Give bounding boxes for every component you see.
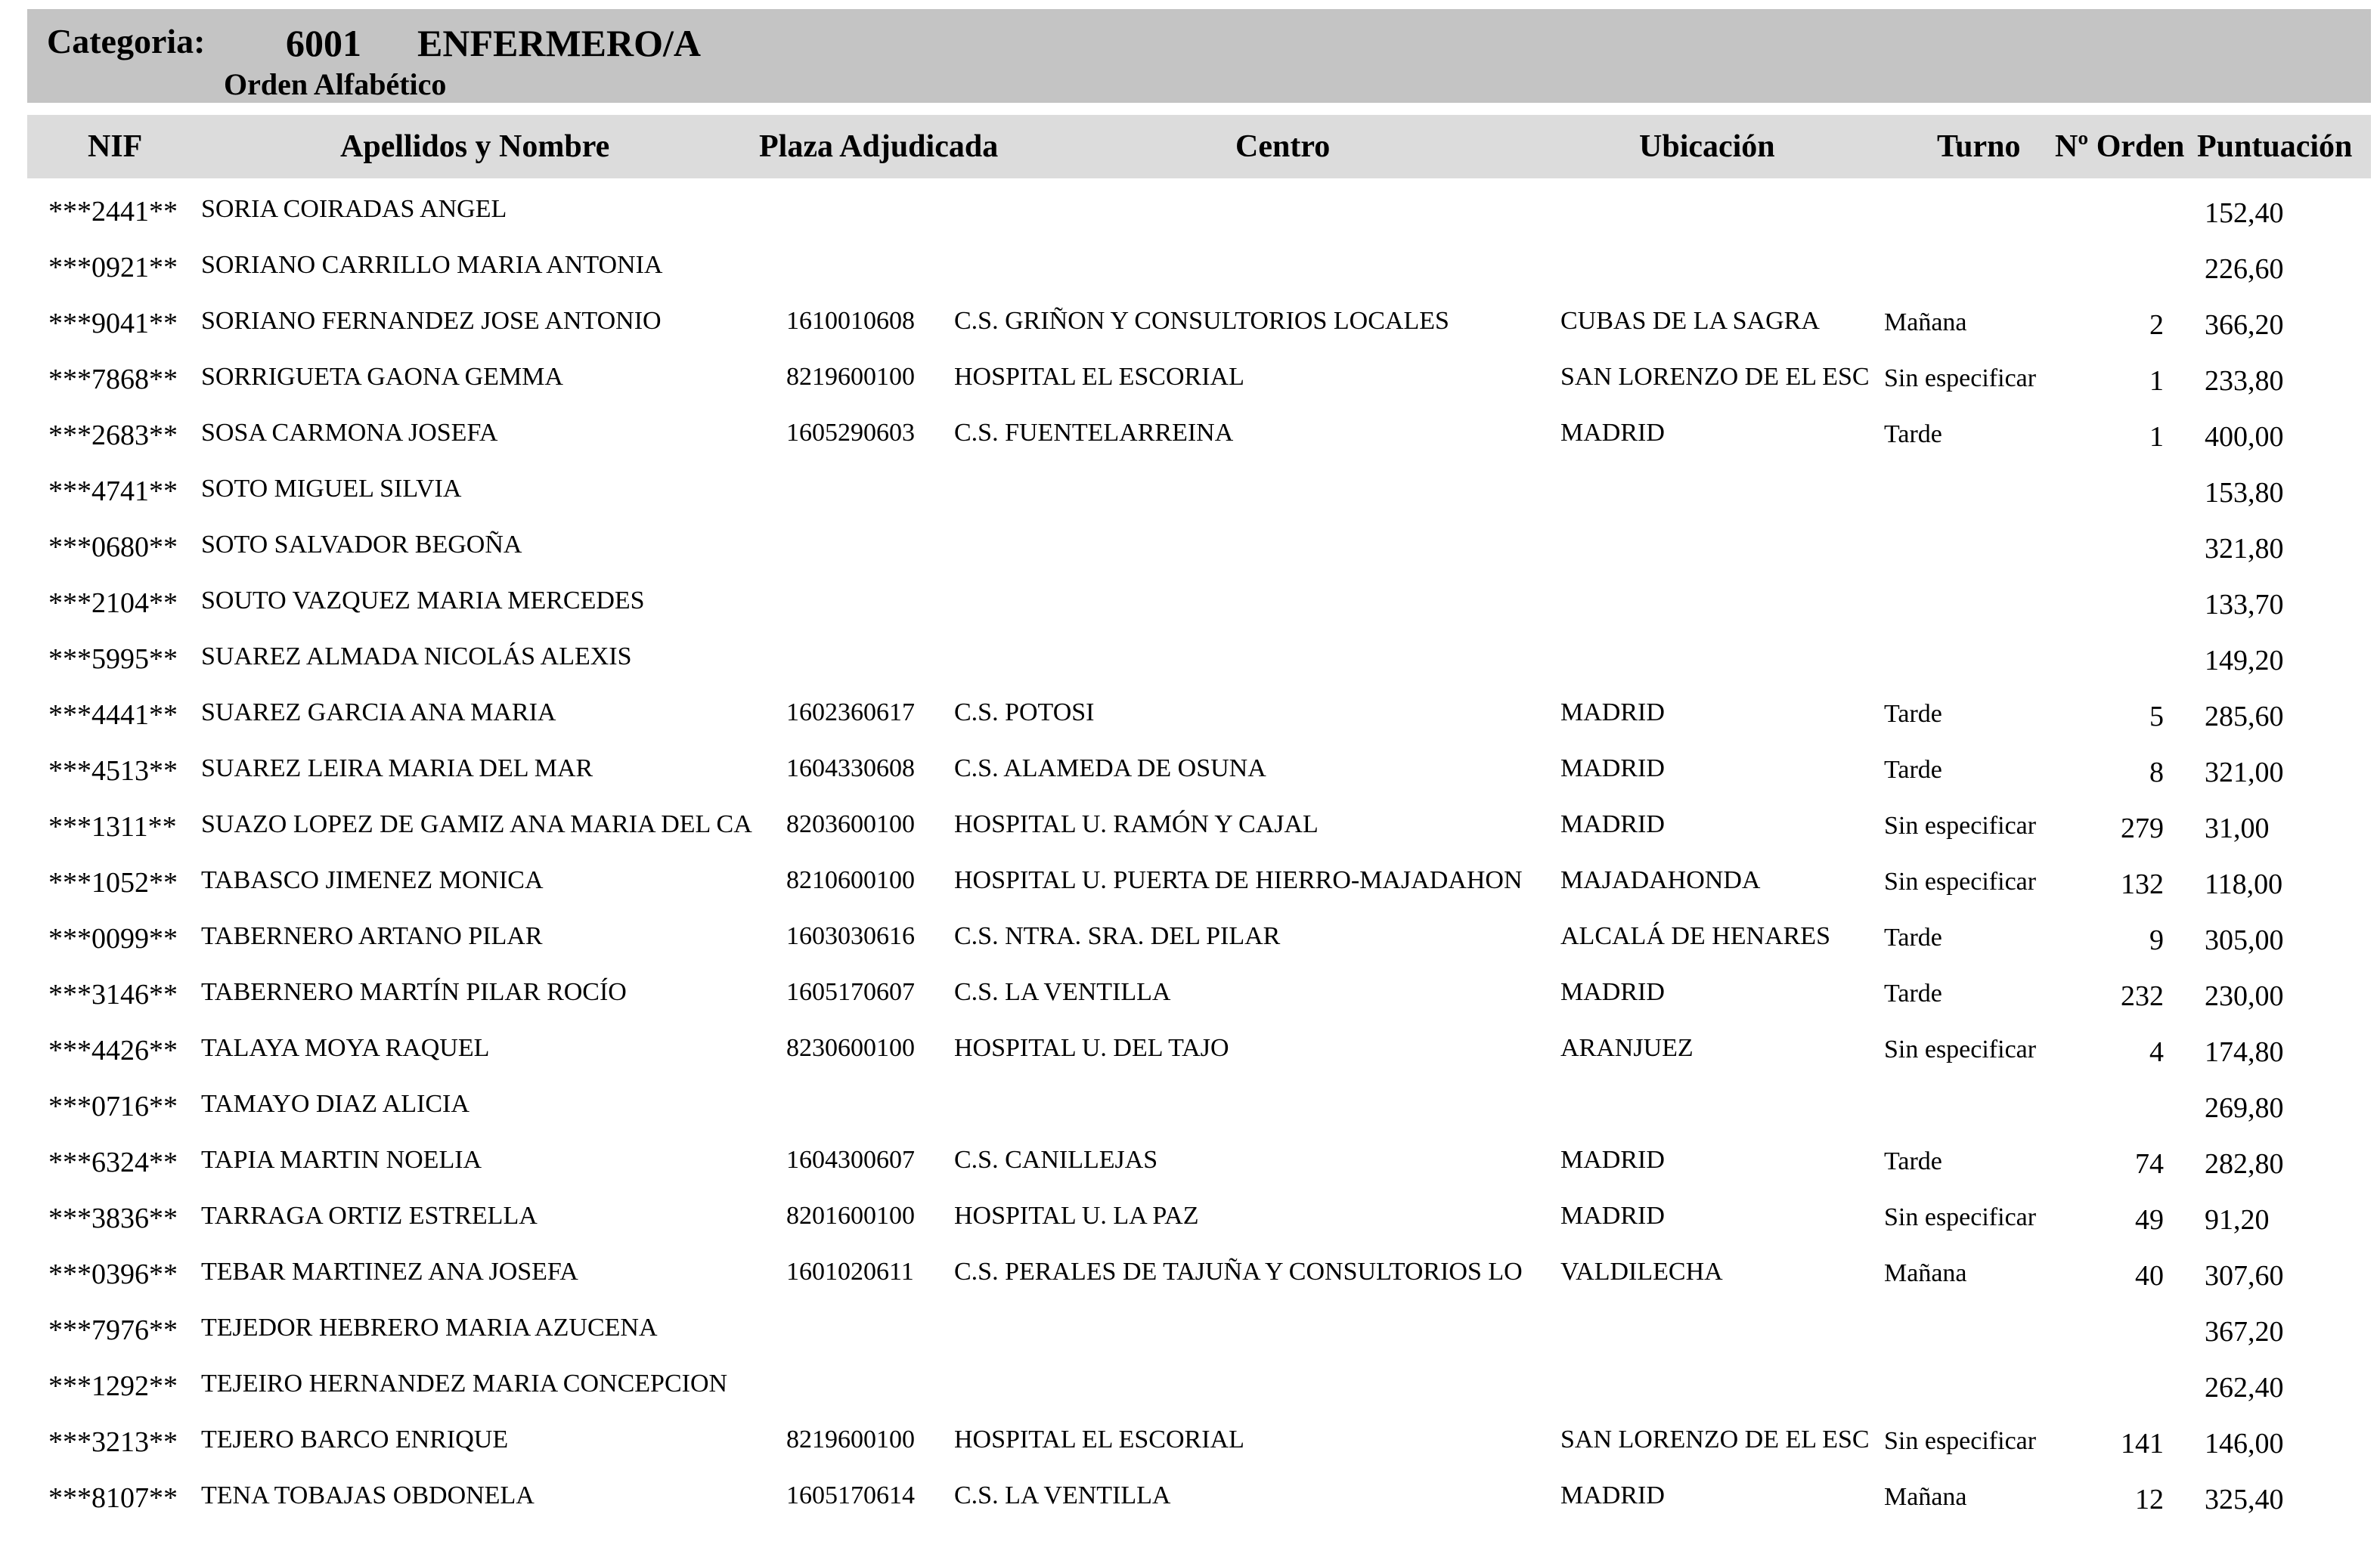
plaza-cell: 1603030616 <box>786 922 915 950</box>
puntuacion-cell: 285,60 <box>2205 701 2284 732</box>
ubicacion-cell: VALDILECHA <box>1560 1258 1723 1286</box>
puntuacion-cell: 91,20 <box>2205 1204 2270 1236</box>
centro-cell: HOSPITAL U. LA PAZ <box>954 1202 1199 1230</box>
nif-cell: ***7976** <box>48 1314 178 1346</box>
ubicacion-cell: MADRID <box>1560 698 1665 726</box>
centro-cell: C.S. PERALES DE TAJUÑA Y CONSULTORIOS LO <box>954 1258 1523 1286</box>
plaza-cell: 8210600100 <box>786 866 915 894</box>
puntuacion-cell: 325,40 <box>2205 1484 2284 1515</box>
name-cell: TAMAYO DIAZ ALICIA <box>201 1090 469 1118</box>
centro-cell: HOSPITAL EL ESCORIAL <box>954 1426 1244 1453</box>
name-cell: SOTO SALVADOR BEGOÑA <box>201 531 522 559</box>
turno-cell: Mañana <box>1884 1259 1967 1287</box>
table-row <box>0 577 2380 633</box>
centro-cell: C.S. FUENTELARREINA <box>954 419 1234 447</box>
name-cell: SUAREZ GARCIA ANA MARIA <box>201 698 556 726</box>
turno-cell: Sin especificar <box>1884 364 2037 392</box>
puntuacion-cell: 307,60 <box>2205 1260 2284 1292</box>
plaza-cell: 8203600100 <box>786 810 915 838</box>
nif-cell: ***6324** <box>48 1147 178 1178</box>
table-row <box>0 1361 2380 1416</box>
name-cell: TALAYA MOYA RAQUEL <box>201 1034 490 1062</box>
table-row <box>0 969 2380 1025</box>
orden-cell: 2 <box>2149 309 2164 341</box>
plaza-cell: 8201600100 <box>786 1202 915 1230</box>
turno-cell: Mañana <box>1884 1483 1967 1511</box>
puntuacion-cell: 400,00 <box>2205 421 2284 453</box>
category-name: ENFERMERO/A <box>417 22 701 64</box>
nif-cell: ***1311** <box>48 811 177 843</box>
puntuacion-cell: 366,20 <box>2205 309 2284 341</box>
centro-cell: C.S. ALAMEDA DE OSUNA <box>954 754 1266 782</box>
plaza-cell: 1610010608 <box>786 307 915 335</box>
name-cell: SUAZO LOPEZ DE GAMIZ ANA MARIA DEL CA <box>201 810 752 838</box>
name-cell: SORIA COIRADAS ANGEL <box>201 195 507 223</box>
category-header <box>27 9 2371 103</box>
ubicacion-cell: MADRID <box>1560 1481 1665 1509</box>
column-header-centro: Centro <box>1235 129 1331 164</box>
name-cell: TABASCO JIMENEZ MONICA <box>201 866 544 894</box>
name-cell: TEJERO BARCO ENRIQUE <box>201 1426 509 1453</box>
plaza-cell: 1605290603 <box>786 419 915 447</box>
orden-cell: 1 <box>2149 421 2164 453</box>
table-row <box>0 466 2380 522</box>
nif-cell: ***0680** <box>48 531 178 563</box>
table-row <box>0 801 2380 857</box>
ubicacion-cell: MAJADAHONDA <box>1560 866 1761 894</box>
ubicacion-cell: ARANJUEZ <box>1560 1034 1694 1062</box>
turno-cell: Sin especificar <box>1884 868 2037 896</box>
nif-cell: ***2104** <box>48 587 178 619</box>
ubicacion-cell: MADRID <box>1560 978 1665 1006</box>
table-row <box>0 1305 2380 1361</box>
turno-cell: Tarde <box>1884 924 1942 952</box>
table-row <box>0 298 2380 354</box>
turno-cell: Sin especificar <box>1884 812 2037 840</box>
turno-cell: Mañana <box>1884 308 1967 336</box>
column-header-orden: Nº Orden <box>2055 129 2185 164</box>
puntuacion-cell: 262,40 <box>2205 1372 2284 1404</box>
name-cell: TEBAR MARTINEZ ANA JOSEFA <box>201 1258 578 1286</box>
plaza-cell: 1604300607 <box>786 1146 915 1174</box>
ubicacion-cell: SAN LORENZO DE EL ESC <box>1560 1426 1870 1453</box>
nif-cell: ***0716** <box>48 1091 178 1122</box>
ubicacion-cell: MADRID <box>1560 1146 1665 1174</box>
orden-cell: 4 <box>2149 1036 2164 1068</box>
puntuacion-cell: 321,80 <box>2205 533 2284 565</box>
nif-cell: ***0396** <box>48 1258 178 1290</box>
table-row <box>0 186 2380 242</box>
column-header-nif: NIF <box>88 129 143 164</box>
nif-cell: ***4741** <box>48 475 178 507</box>
nif-cell: ***8107** <box>48 1482 178 1514</box>
name-cell: SORIANO FERNANDEZ JOSE ANTONIO <box>201 307 662 335</box>
nif-cell: ***3213** <box>48 1426 178 1458</box>
orden-cell: 49 <box>2135 1204 2164 1236</box>
nif-cell: ***0099** <box>48 923 178 955</box>
ubicacion-cell: SAN LORENZO DE EL ESC <box>1560 363 1870 391</box>
name-cell: TEJEIRO HERNANDEZ MARIA CONCEPCION <box>201 1370 728 1398</box>
name-cell: SOSA CARMONA JOSEFA <box>201 419 498 447</box>
name-cell: TABERNERO MARTÍN PILAR ROCÍO <box>201 978 627 1006</box>
ubicacion-cell: MADRID <box>1560 810 1665 838</box>
plaza-cell: 8219600100 <box>786 1426 915 1453</box>
table-row <box>0 745 2380 801</box>
name-cell: TABERNERO ARTANO PILAR <box>201 922 543 950</box>
turno-cell: Tarde <box>1884 700 1942 728</box>
orden-cell: 40 <box>2135 1260 2164 1292</box>
centro-cell: HOSPITAL EL ESCORIAL <box>954 363 1244 391</box>
nif-cell: ***3146** <box>48 979 178 1011</box>
plaza-cell: 8219600100 <box>786 363 915 391</box>
category-code: 6001 <box>286 22 361 64</box>
turno-cell: Tarde <box>1884 980 1942 1008</box>
orden-cell: 12 <box>2135 1484 2164 1515</box>
puntuacion-cell: 233,80 <box>2205 365 2284 397</box>
turno-cell: Tarde <box>1884 420 1942 448</box>
puntuacion-cell: 321,00 <box>2205 757 2284 788</box>
table-row <box>0 410 2380 466</box>
name-cell: SORRIGUETA GAONA GEMMA <box>201 363 563 391</box>
column-header-puntuacion: Puntuación <box>2197 129 2353 164</box>
orden-cell: 141 <box>2121 1428 2164 1460</box>
ubicacion-cell: CUBAS DE LA SAGRA <box>1560 307 1820 335</box>
centro-cell: C.S. GRIÑON Y CONSULTORIOS LOCALES <box>954 307 1449 335</box>
centro-cell: C.S. CANILLEJAS <box>954 1146 1158 1174</box>
name-cell: TARRAGA ORTIZ ESTRELLA <box>201 1202 538 1230</box>
table-row <box>0 857 2380 913</box>
name-cell: SUAREZ ALMADA NICOLÁS ALEXIS <box>201 642 632 670</box>
puntuacion-cell: 226,60 <box>2205 253 2284 285</box>
orden-cell: 279 <box>2121 813 2164 844</box>
name-cell: TEJEDOR HEBRERO MARIA AZUCENA <box>201 1314 658 1342</box>
table-row <box>0 1081 2380 1137</box>
centro-cell: HOSPITAL U. DEL TAJO <box>954 1034 1229 1062</box>
ubicacion-cell: ALCALÁ DE HENARES <box>1560 922 1830 950</box>
plaza-cell: 1605170607 <box>786 978 915 1006</box>
centro-cell: C.S. LA VENTILLA <box>954 978 1171 1006</box>
nif-cell: ***9041** <box>48 308 178 339</box>
turno-cell: Sin especificar <box>1884 1036 2037 1063</box>
nif-cell: ***4426** <box>48 1035 178 1067</box>
table-row <box>0 522 2380 577</box>
puntuacion-cell: 282,80 <box>2205 1148 2284 1180</box>
orden-cell: 8 <box>2149 757 2164 788</box>
sort-order-label: Orden Alfabético <box>224 67 447 101</box>
table-row <box>0 689 2380 745</box>
plaza-cell: 1602360617 <box>786 698 915 726</box>
name-cell: TAPIA MARTIN NOELIA <box>201 1146 482 1174</box>
centro-cell: C.S. NTRA. SRA. DEL PILAR <box>954 922 1281 950</box>
nif-cell: ***2683** <box>48 419 178 451</box>
nif-cell: ***3836** <box>48 1203 178 1234</box>
orden-cell: 232 <box>2121 980 2164 1012</box>
plaza-cell: 1601020611 <box>786 1258 914 1286</box>
turno-cell: Sin especificar <box>1884 1427 2037 1455</box>
centro-cell: C.S. LA VENTILLA <box>954 1481 1171 1509</box>
orden-cell: 74 <box>2135 1148 2164 1180</box>
table-row <box>0 1137 2380 1193</box>
ubicacion-cell: MADRID <box>1560 754 1665 782</box>
puntuacion-cell: 152,40 <box>2205 197 2284 229</box>
puntuacion-cell: 174,80 <box>2205 1036 2284 1068</box>
table-row <box>0 1472 2380 1528</box>
column-header-ubicacion: Ubicación <box>1639 129 1775 164</box>
orden-cell: 5 <box>2149 701 2164 732</box>
nif-cell: ***1292** <box>48 1370 178 1402</box>
centro-cell: HOSPITAL U. RAMÓN Y CAJAL <box>954 810 1319 838</box>
category-label: Categoria: <box>47 22 206 60</box>
name-cell: TENA TOBAJAS OBDONELA <box>201 1481 535 1509</box>
nif-cell: ***1052** <box>48 867 178 899</box>
table-row <box>0 1249 2380 1305</box>
turno-cell: Tarde <box>1884 1147 1942 1175</box>
orden-cell: 1 <box>2149 365 2164 397</box>
nif-cell: ***0921** <box>48 252 178 283</box>
puntuacion-cell: 269,80 <box>2205 1092 2284 1124</box>
orden-cell: 132 <box>2121 868 2164 900</box>
nif-cell: ***7868** <box>48 364 178 395</box>
nif-cell: ***4513** <box>48 755 178 787</box>
table-row <box>0 242 2380 298</box>
puntuacion-cell: 133,70 <box>2205 589 2284 621</box>
puntuacion-cell: 31,00 <box>2205 813 2270 844</box>
table-row <box>0 633 2380 689</box>
nif-cell: ***4441** <box>48 699 178 731</box>
name-cell: SOTO MIGUEL SILVIA <box>201 475 462 503</box>
puntuacion-cell: 230,00 <box>2205 980 2284 1012</box>
table-row <box>0 913 2380 969</box>
table-row <box>0 1416 2380 1472</box>
column-header-turno: Turno <box>1937 129 2021 164</box>
puntuacion-cell: 118,00 <box>2205 868 2283 900</box>
column-header-name: Apellidos y Nombre <box>340 129 610 164</box>
turno-cell: Tarde <box>1884 756 1942 784</box>
orden-cell: 9 <box>2149 924 2164 956</box>
turno-cell: Sin especificar <box>1884 1203 2037 1231</box>
column-header-plaza: Plaza Adjudicada <box>759 129 999 164</box>
centro-cell: HOSPITAL U. PUERTA DE HIERRO-MAJADAHON <box>954 866 1523 894</box>
nif-cell: ***2441** <box>48 196 178 228</box>
puntuacion-cell: 153,80 <box>2205 477 2284 509</box>
nif-cell: ***5995** <box>48 643 178 675</box>
plaza-cell: 8230600100 <box>786 1034 915 1062</box>
name-cell: SUAREZ LEIRA MARIA DEL MAR <box>201 754 593 782</box>
puntuacion-cell: 305,00 <box>2205 924 2284 956</box>
table-header <box>27 115 2371 178</box>
table-row <box>0 1025 2380 1081</box>
name-cell: SOUTO VAZQUEZ MARIA MERCEDES <box>201 587 645 615</box>
centro-cell: C.S. POTOSI <box>954 698 1095 726</box>
name-cell: SORIANO CARRILLO MARIA ANTONIA <box>201 251 663 279</box>
table-row <box>0 354 2380 410</box>
ubicacion-cell: MADRID <box>1560 419 1665 447</box>
ubicacion-cell: MADRID <box>1560 1202 1665 1230</box>
puntuacion-cell: 149,20 <box>2205 645 2284 676</box>
puntuacion-cell: 146,00 <box>2205 1428 2284 1460</box>
puntuacion-cell: 367,20 <box>2205 1316 2284 1348</box>
table-row <box>0 1193 2380 1249</box>
plaza-cell: 1605170614 <box>786 1481 915 1509</box>
plaza-cell: 1604330608 <box>786 754 915 782</box>
